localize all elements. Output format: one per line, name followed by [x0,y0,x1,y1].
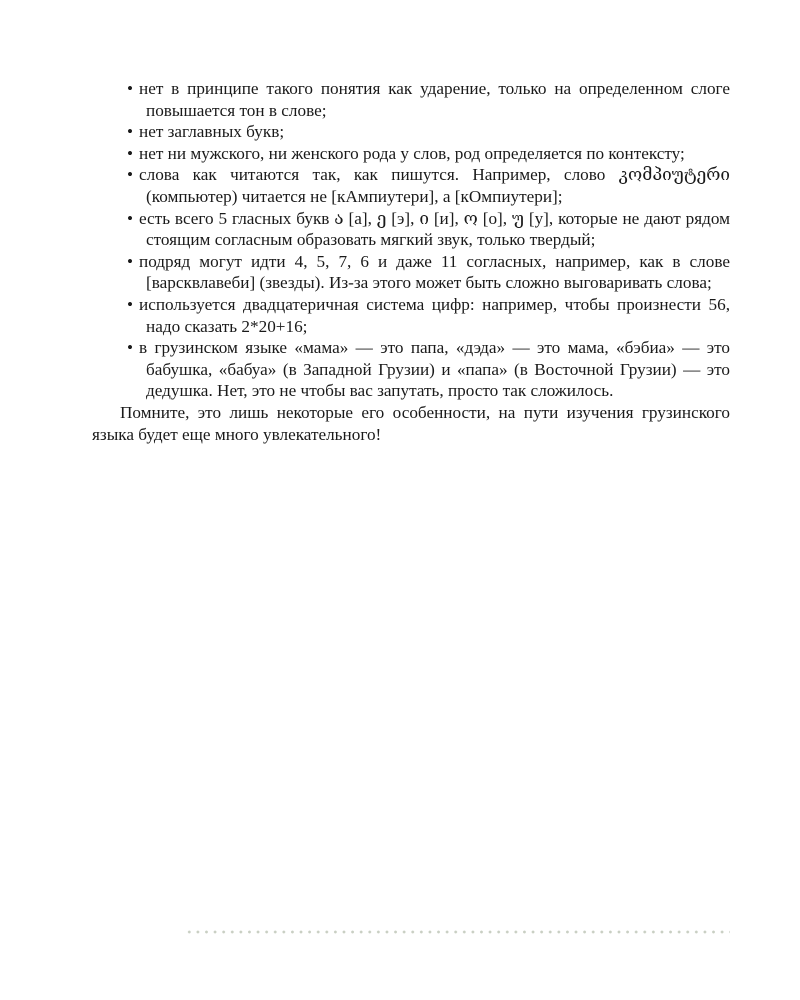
list-item-text: нет ни мужского, ни женского рода у слов, род определяется по контексту; [139,143,685,163]
list-item [120,251,730,294]
list-item [120,337,730,402]
bullet-icon: • [127,79,134,98]
list-item [120,121,730,143]
list-item-text: используется двадцатеричная система цифр: например, чтобы произнести 56, надо сказать 2*20+16; [139,294,730,336]
bullet-icon: • [127,294,134,314]
list-item [120,143,730,165]
list-item [120,294,730,337]
bullet-icon: • [127,208,134,228]
bullet-icon: • [127,251,134,271]
bullet-icon: • [127,165,134,185]
closing-paragraph: Помните, это лишь некоторые его особенности, на пути изучения грузинского языка будет еще много увлекательного! [92,402,730,444]
list-item-text: нет заглавных букв; [139,122,285,142]
bullet-icon: • [127,143,134,163]
list-item-text: слова как читаются так, как пишутся. Например, слово კომპიუტერი (компьютер) читается не [кАмпиутери], а [кОмпиутери]; [139,165,730,206]
text-block [92,78,730,445]
list-item-text: подряд могут идти 4, 5, 7, 6 и даже 11 согласных, например, как в слове [варсквлавеби] (звезды). Из-за этого может быть сложно выговаривать слова; [139,251,730,293]
list-item-text: нет в принципе такого понятия как ударение, только на определенном слоге повышается тон в слове; [139,79,730,120]
feature-list [120,78,730,402]
bullet-icon: • [127,122,134,142]
list-item-text: есть всего 5 гласных букв ა [а], ე [э], ი [и], ო [о], უ [у], которые не дают рядом стоящим согласным образовать мягкий звук, только твердый; [139,208,730,250]
list-item [120,208,730,251]
bullet-icon: • [127,338,134,358]
list-item [120,164,730,207]
list-item-text: в грузинском языке «мама» — это папа, «дэда» — это мама, «бэбиа» — это бабушка, «бабуа» (в Западной Грузии) и «папа» (в Восточной Грузии) — это дедушка. Нет, это не чтобы вас запутать, просто так сложилось. [139,338,730,401]
list-item [120,78,730,121]
footer-dotted-divider [185,929,730,935]
